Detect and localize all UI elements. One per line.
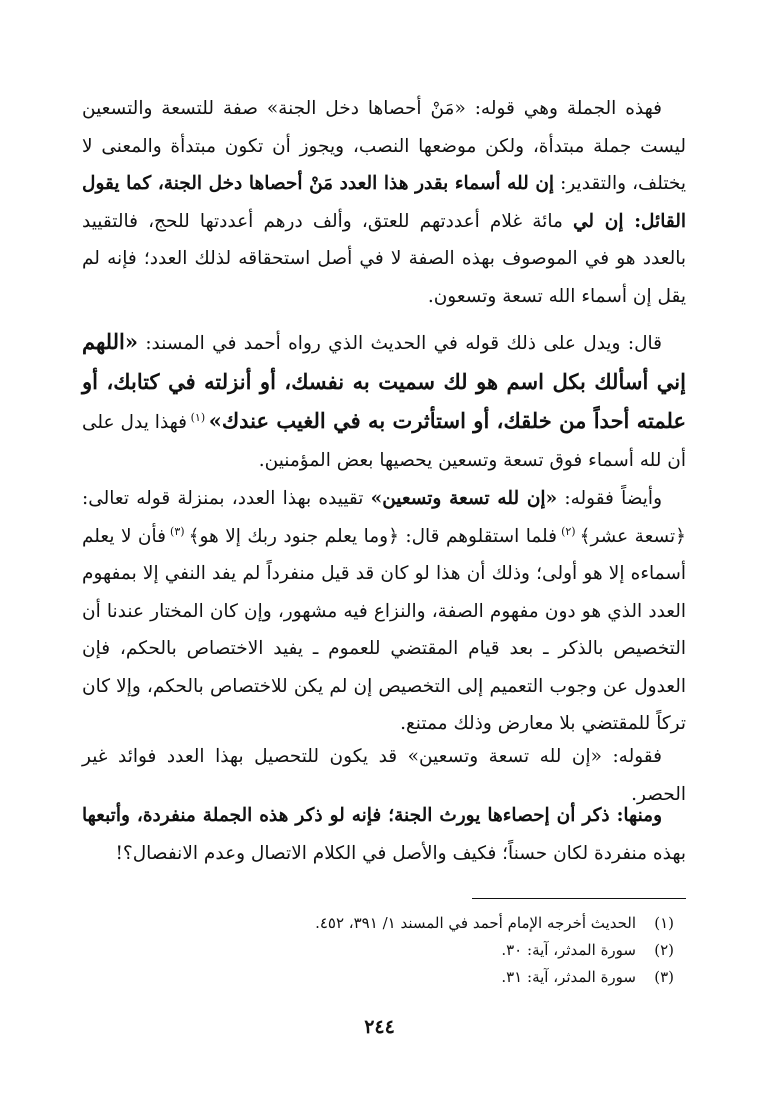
paragraph-1-text-c: مائة غلام أعددتهم للعتق، وألف درهم أعددتها للحج، فالتقييد بالعدد هو في الموصوف بهذه الصفة لا في أصل استحقاقه لذلك العدد؛ فإنه لم يقل إن أسماء الله تسعة وتسعون. bbox=[82, 210, 686, 307]
paragraph-3-text-b: تقييده بهذا العدد، بمنزلة قوله تعالى: ﴿تسعة عشر﴾ bbox=[82, 488, 686, 547]
page-number: ٢٤٤ bbox=[364, 1016, 395, 1038]
paragraph-5 bbox=[82, 797, 686, 872]
footnote-2-text: سورة المدثر، آية: ٣٠. bbox=[501, 941, 636, 959]
footnote-3 bbox=[501, 967, 674, 987]
footnote-1-number: (١) bbox=[654, 914, 674, 932]
footnote-3-text: سورة المدثر، آية: ٣١. bbox=[501, 968, 636, 986]
paragraph-3-text-a: وأيضاً فقوله: bbox=[557, 488, 663, 509]
footnote-ref-3: (٣) bbox=[166, 524, 189, 538]
footnote-ref-2: (٢) bbox=[557, 524, 580, 538]
paragraph-1-bold-text: إن لله أسماء بقدر هذا العدد مَنْ أحصاها دخل الجنة، كما يقول القائل: إن لي bbox=[82, 173, 686, 232]
paragraph-3-text-d: فأن لا يعلم أسماءه إلا هو أولى؛ وذلك أن هذا لو كان قد قيل منفرداً لم يفد النفي إلا بمفهوم العدد الذي هو دون مفهوم الصفة، والنزاع فيه مشهور، وإن كان المختار عندنا أن التخصيص بالذكر ـ بعد قيام المقتضي للعموم ـ يفيد الاختصاص بالحكم، فإن العدول عن وجوب التعميم إلى التخصيص إن لم يكن للاختصاص بالحكم، وإلا كان تركاً للمقتضي بلا معارض وذلك ممتنع. bbox=[82, 525, 686, 734]
footnote-1-text: الحديث أخرجه الإمام أحمد في المسند ١/ ٣٩١، ٤٥٢. bbox=[315, 914, 636, 932]
footnote-2 bbox=[501, 940, 674, 960]
footnote-1 bbox=[315, 913, 674, 933]
paragraph-3-text-c: فلما استقلوهم قال: ﴿وما يعلم جنود ربك إلا هو﴾ bbox=[188, 525, 558, 547]
footnote-2-number: (٢) bbox=[654, 941, 674, 959]
paragraph-1-text-a: فهذه الجملة وهي قوله: «مَنْ أحصاها دخل الجنة» صفة للتسعة والتسعين ليست جملة مبتدأة، ولكن موضعها النصب، ويجوز أن تكون مبتدأة والمعنى لا يختلف، والتقدير: bbox=[82, 98, 686, 194]
paragraph-1 bbox=[82, 90, 686, 315]
paragraph-3-hadith-quote: «إن لله تسعة وتسعين» bbox=[370, 488, 558, 509]
paragraph-4-text: فقوله: «إن لله تسعة وتسعين» قد يكون للتحصيل بهذا العدد فوائد غير الحصر. bbox=[82, 746, 686, 805]
footnote-divider bbox=[472, 898, 686, 899]
footnote-3-number: (٣) bbox=[654, 968, 674, 986]
paragraph-5-text-b: بهذه منفردة لكان حسناً؛ فكيف والأصل في الكلام الاتصال وعدم الانفصال؟! bbox=[115, 842, 686, 864]
paragraph-2-text-a: قال: ويدل على ذلك قوله في الحديث الذي رواه أحمد في المسند: bbox=[137, 333, 662, 354]
paragraph-2-text-c: فهذا يدل على أن لله أسماء فوق تسعة وتسعين يحصيها بعض المؤمنين. bbox=[82, 412, 686, 471]
footnote-ref-1: (١) bbox=[187, 410, 209, 424]
paragraph-2-hadith-quote: «اللهم إني أسألك بكل اسم هو لك سميت به نفسك، أو أنزلته في كتابك، أو علمته أحداً من خلقك، أو استأثرت به في الغيب عندك» bbox=[82, 329, 686, 433]
paragraph-2 bbox=[82, 323, 686, 479]
paragraph-5-bold-text: ومنها: ذكر أن إحصاءها يورث الجنة؛ فإنه لو ذكر هذه الجملة منفردة، وأتبعها bbox=[82, 805, 662, 826]
paragraph-3 bbox=[82, 480, 686, 743]
